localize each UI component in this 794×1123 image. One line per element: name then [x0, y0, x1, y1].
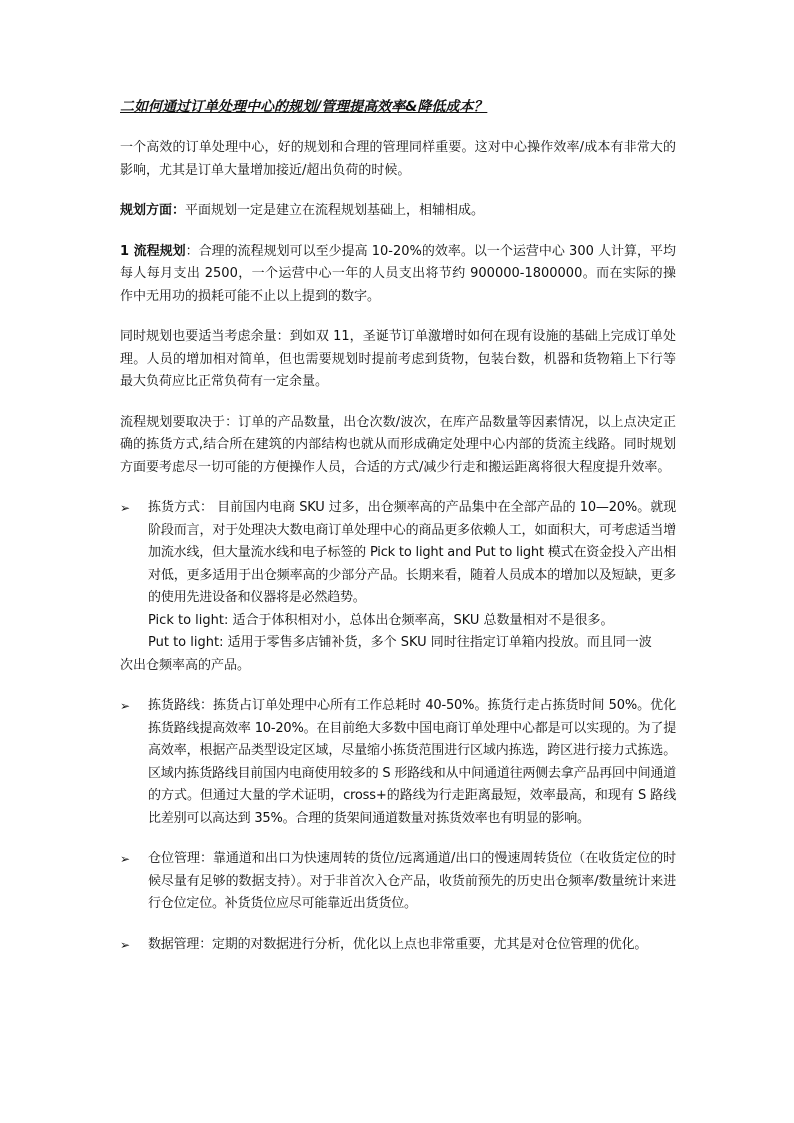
put-to-light-continuation: 次出仓频率高的产品。	[120, 657, 251, 673]
arrow-bullet-icon: ➢	[120, 699, 131, 713]
bullet-data-management	[120, 934, 676, 957]
capacity-paragraph: 同时规划也要适当考虑余量：到如双 11，圣诞节订单激增时如何在现有设施的基础上完成订单处理。人员的增加相对简单，但也需要规划时提前考虑到货物，包装台数，机器和货物箱上下行等最大负荷应比正常负荷有一定余量。	[120, 329, 676, 389]
bullet-text: 数据管理：定期的对数据进行分析，优化以上点也非常重要，尤其是对仓位管理的优化。	[148, 936, 648, 952]
bullet-picking-route	[120, 695, 676, 830]
process-paragraph	[120, 241, 676, 309]
planning-text: 平面规划一定是建立在流程规划基础上，相辅相成。	[185, 203, 485, 218]
bullet-location-management	[120, 848, 676, 916]
pick-to-light-note: Pick to light: 适合于体积相对小，总体出仓频率高，SKU 总数量相对不是很多。	[148, 612, 614, 628]
arrow-bullet-icon: ➢	[120, 937, 131, 952]
document-body	[120, 96, 676, 974]
bullet-picking-method	[120, 497, 676, 677]
planning-paragraph	[120, 200, 676, 223]
bullet-text: 拣货路线：拣货占订单处理中心所有工作总耗时 40-50%。拣货行走占拣货时间 50%。优化拣货路线提高效率 10-20%。在目前绝大多数中国电商订单处理中心都是可以实现的。为了提高效率，根据产品类型设定区域，尽量缩小拣货范围进行区域内拣选，跨区进行接力式拣选。区域内拣货路线目前国内电商使用较多的 S 形路线和从中间通道往两侧去拿产品再回中间通道的方式。但通过大量的学术证明，cross+的路线为行走距离最短，效率最高，和现有 S 路线比差别可以高达到 35%。合理的货架间通道数量对拣货效率也有明显的影响。	[148, 698, 676, 826]
intro-paragraph: 一个高效的订单处理中心，好的规划和合理的管理同样重要。这对中心操作效率/成本有非常大的影响，尤其是订单大量增加接近/超出负荷的时候。	[120, 140, 676, 178]
bullet-text: 仓位管理：靠通道和出口为快速周转的货位/远离通道/出口的慢速周转货位（在收货定位的时候尽量有足够的数据支持）。对于非首次入仓产品，收货前预先的历史出仓频率/数量统计来进行仓位定位。补货货位应尽可能靠近出货货位。	[148, 851, 676, 911]
arrow-bullet-icon: ➢	[120, 852, 131, 866]
arrow-bullet-icon: ➢	[120, 501, 131, 515]
put-to-light-note	[120, 632, 676, 677]
bullet-text: 拣货方式： 目前国内电商 SKU 过多，出仓频率高的产品集中在全部产品的 10—20%。就现阶段而言，对于处理决大数电商订单处理中心的商品更多依赖人工，如面积大，可考虑适当增加流水线，但大量流水线和电子标签的 Pick to light and Put to light 模式在资金投入产出相对低，更多适用于出仓频率高的少部分产品。长期来看，随着人员成本的增加以及短缺，更多的使用先进设备和仪器将是必然趋势。	[148, 500, 676, 605]
section-title: 二如何通过订单处理中心的规划/管理提高效率&降低成本？	[120, 99, 488, 115]
planning-label: 规划方面：	[120, 203, 186, 218]
process-label: 1 流程规划	[120, 243, 186, 259]
put-to-light-first-line: Put to light: 适用于零售多店铺补货，多个 SKU 同时往指定订单箱内投放。而且同一波	[148, 635, 652, 650]
process-text: ：合理的流程规划可以至少提高 10-20%的效率。以一个运营中心 300 人计算，平均每人每月支出 2500，一个运营中心一年的人员支出将节约 900000-1800000。而在实际的操作中无用功的损耗可能不止以上提到的数字。	[120, 243, 676, 304]
depends-paragraph: 流程规划要取决于：订单的产品数量，出仓次数/波次，在库产品数量等因素情况，以上点决定正确的拣货方式,结合所在建筑的内部结构也就从而形成确定处理中心内部的货流主线路。同时规划方面要考虑尽一切可能的方便操作人员，合适的方式/减少行走和搬运距离将很大程度提升效率。	[120, 414, 676, 475]
